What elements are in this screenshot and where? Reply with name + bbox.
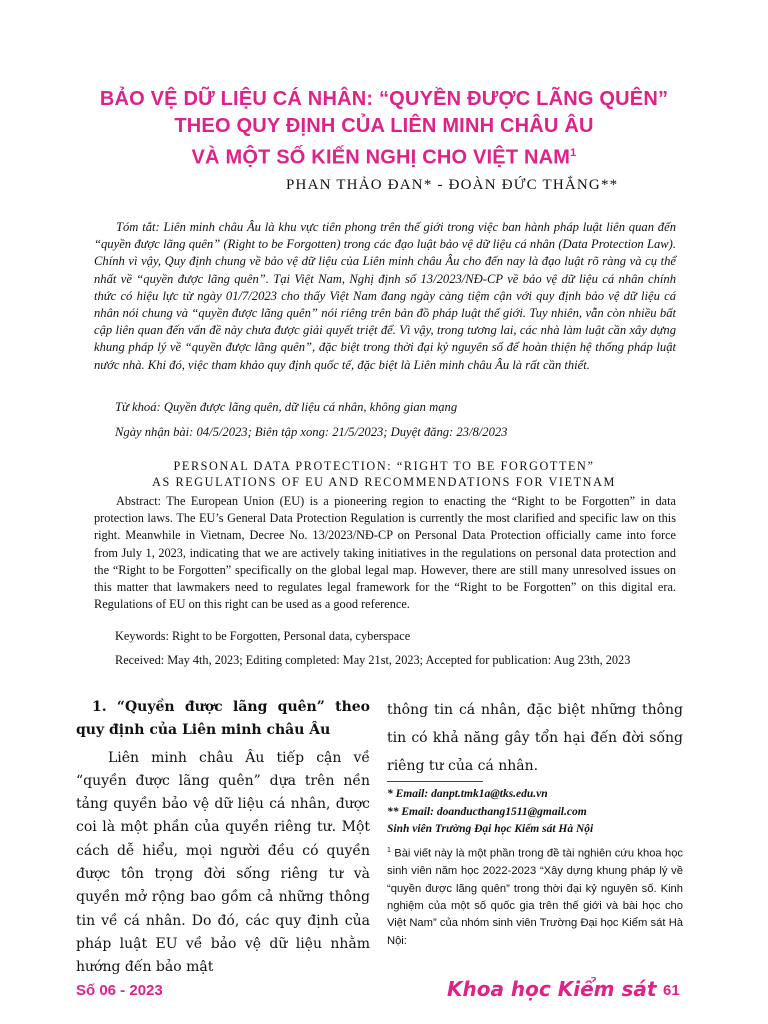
author-affiliation: Sinh viên Trường Đại học Kiểm sát Hà Nội xyxy=(387,823,594,835)
author-email-2: ** Email: doanducthang1511@gmail.com xyxy=(387,805,587,818)
body-paragraph: Liên minh châu Âu tiếp cận về “quyền được lãng quên” dựa trên nền tảng quyền bảo vệ dữ liệu cá nhân, được coi là một phần của quyền riêng tư. Một cách dễ hiểu, mọi người đều có quyền được tôn trọng đời sống riêng tư và quyền mở rộng bao gồm cả những thông tin về cá nhân. Do đó, các quy định của pháp luật EU về bảo vệ dữ liệu nhằm hướng đến bảo mật xyxy=(76,749,370,976)
english-keywords: Keywords: Right to be Forgotten, Personal data, cyberspace xyxy=(115,629,411,643)
title-line-3 xyxy=(60,140,708,172)
english-dates: Received: May 4th, 2023; Editing completed: May 21st, 2023; Accepted for publication: Aug 23th, 2023 xyxy=(115,653,631,667)
title-line-2: THEO QUY ĐỊNH CỦA LIÊN MINH CHÂU ÂU xyxy=(174,115,594,137)
vietnamese-abstract: Tóm tắt: Liên minh châu Âu là khu vực tiên phong trên thế giới trong việc ban hành pháp luật liên quan đến “quyền được lãng quên” (Right to be Forgotten) trong các đạo luật bảo vệ dữ liệu cá nhân (Data Protection Law). Chính vì vậy, Quy định chung về bảo vệ dữ liệu của Liên minh châu Âu cho đến nay là đạo luật rõ ràng và cụ thể nhất về “quyền được lãng quên”. Tại Việt Nam, Nghị định số 13/2023/NĐ-CP về bảo vệ dữ liệu cá nhân chính thức có hiệu lực từ ngày 01/7/2023 cho thấy Việt Nam đang ngày càng tiệm cận với quy định bảo vệ dữ liệu cá nhân nói chung và “quyền được lãng quên” nói riêng trên bản đồ pháp luật thế giới. Tuy nhiên, vẫn còn nhiều bất cập liên quan đến vấn đề này chưa được giải quyết triệt để. Vì vậy, trong tương lai, các nhà làm luật cần xây dựng khung pháp lý về “quyền được lãng quên”, đặc biệt trong thời đại kỷ nguyên số để hoàn thiện hệ thống pháp luật nước nhà. Khi đó, việc tham khảo quy định quốc tế, đặc biệt là Liên minh châu Âu là rất cần thiết. xyxy=(94,220,676,372)
english-title-line-2: AS REGULATIONS OF EU AND RECOMMENDATIONS FOR VIETNAM xyxy=(152,475,616,489)
vietnamese-keywords: Từ khoá: Quyền được lãng quên, dữ liệu cá nhân, không gian mạng xyxy=(115,400,458,414)
footnote-mark: 1 xyxy=(387,847,391,854)
footnote xyxy=(387,842,683,950)
footnote-text: Bài viết này là một phần trong đề tài nghiên cứu khoa học sinh viên năm học 2022-2023 “Xây dựng khung pháp lý về “quyền được lãng quên” trong thời đại kỷ nguyên số. Kinh nghiệm của một số quốc gia trên thế giới và bài học cho Việt Nam” của nhóm sinh viên Trường Đại học Kiểm sát Hà Nội: xyxy=(387,847,684,947)
right-column xyxy=(387,696,683,780)
title-footnote-mark: 1 xyxy=(570,147,577,159)
vietnamese-dates: Ngày nhận bài: 04/5/2023; Biên tập xong: 21/5/2023; Duyệt đăng: 23/8/2023 xyxy=(115,425,508,439)
title-line-1: BẢO VỆ DỮ LIỆU CÁ NHÂN: “QUYỀN ĐƯỢC LÃNG QUÊN” xyxy=(99,88,669,110)
article-title xyxy=(60,86,708,172)
title-line-3-text: VÀ MỘT SỐ KIẾN NGHỊ CHO VIỆT NAM xyxy=(191,146,571,169)
english-title-line-1: PERSONAL DATA PROTECTION: “RIGHT TO BE FORGOTTEN” xyxy=(173,459,595,473)
body-paragraph-continued: thông tin cá nhân, đặc biệt những thông tin có khả năng gây tổn hại đến đời sống riêng tư của cá nhân. xyxy=(387,702,683,774)
english-title xyxy=(60,458,708,490)
page-number: 61 xyxy=(663,982,680,999)
author-email-1: * Email: danpt.tmk1a@tks.edu.vn xyxy=(387,788,548,800)
author-contacts xyxy=(387,786,683,839)
left-column xyxy=(76,696,370,980)
english-abstract: Abstract: The European Union (EU) is a pioneering region to enacting the “Right to be Forgotten” in data protection laws. The EU’s General Data Protection Regulation is currently the most clarified and specific law on this right. Meanwhile in Vietnam, Decree No. 13/2023/NĐ-CP on Personal Data Protection officially came into force from July 1, 2023, indicating that we are actively taking initiatives in the regulations on personal data protection and the “Right to be Forgotten” specifically on the global legal map. However, there are still many unresolved issues on this matter that lawmakers need to regulates legal framework for the “Right to be Forgotten” on this digital era. Regulations of EU on this right can be used as a good reference. xyxy=(94,494,676,612)
footnote-divider xyxy=(387,781,483,782)
authors: PHAN THẢO ĐAN* - ĐOÀN ĐỨC THẮNG** xyxy=(286,177,619,193)
footer-journal-name: Khoa học Kiểm sát xyxy=(447,977,657,1001)
section-heading: 1. “Quyền được lãng quên” theo quy định của Liên minh châu Âu xyxy=(76,699,370,739)
footer-issue: Số 06 - 2023 xyxy=(76,982,163,999)
